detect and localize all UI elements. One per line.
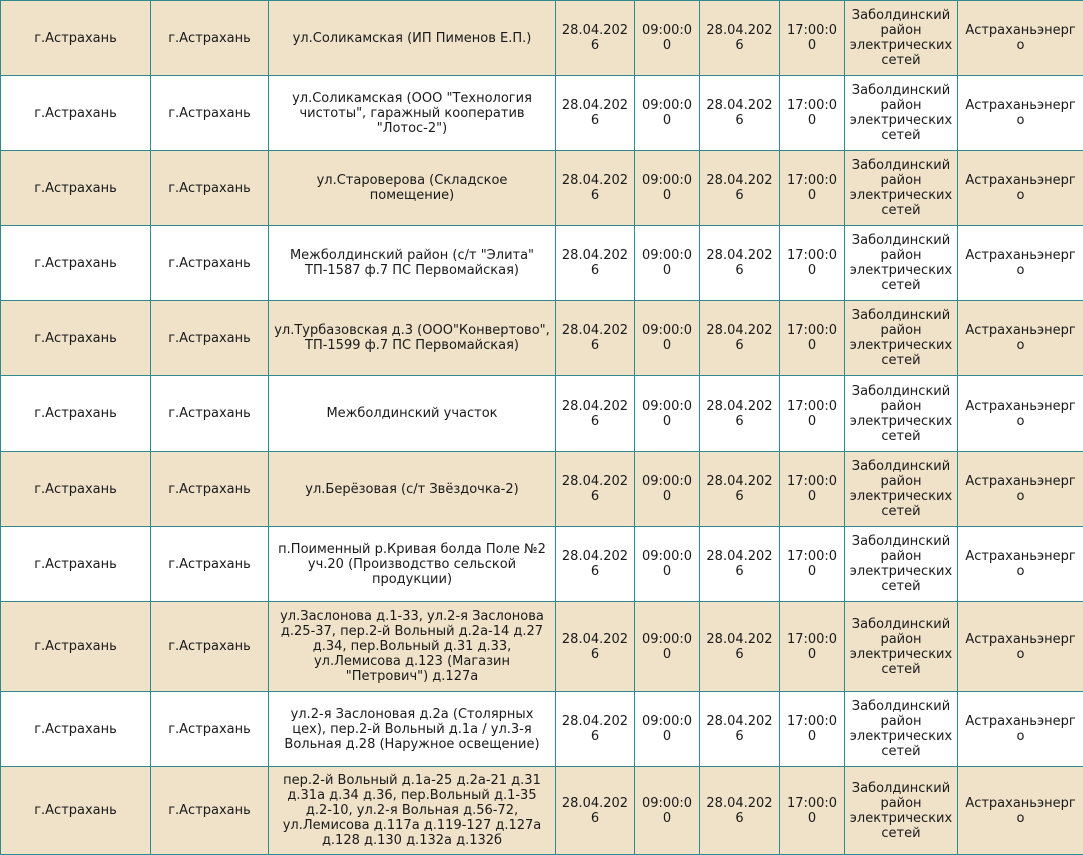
- start-date-cell: 28.04.2026: [556, 301, 635, 376]
- start-date-cell: 28.04.2026: [556, 527, 635, 602]
- start-date-cell: 28.04.2026: [556, 1, 635, 76]
- end-date-cell: 28.04.2026: [700, 151, 780, 226]
- region-cell: г.Астрахань: [1, 767, 151, 855]
- city-cell: г.Астрахань: [151, 767, 269, 855]
- address-cell: Межболдинский район (с/т "Элита" ТП-1587 ф.7 ПС Первомайская): [269, 226, 556, 301]
- end-time-cell: 17:00:00: [780, 151, 845, 226]
- start-time-cell: 09:00:00: [635, 452, 700, 527]
- company-cell: Астраханьэнерго: [958, 692, 1083, 767]
- district-cell: Заболдинский район электрических сетей: [845, 151, 958, 226]
- start-date-cell: 28.04.2026: [556, 151, 635, 226]
- end-date-cell: 28.04.2026: [700, 76, 780, 151]
- company-cell: Астраханьэнерго: [958, 767, 1083, 855]
- company-cell: Астраханьэнерго: [958, 527, 1083, 602]
- city-cell: г.Астрахань: [151, 151, 269, 226]
- district-cell: Заболдинский район электрических сетей: [845, 76, 958, 151]
- address-cell: Межболдинский участок: [269, 376, 556, 452]
- end-time-cell: 17:00:00: [780, 692, 845, 767]
- table-row: [1, 1, 1083, 76]
- company-cell: Астраханьэнерго: [958, 301, 1083, 376]
- address-cell: ул.Берёзовая (с/т Звёздочка-2): [269, 452, 556, 527]
- address-cell: ул.Староверова (Складское помещение): [269, 151, 556, 226]
- end-time-cell: 17:00:00: [780, 602, 845, 692]
- region-cell: г.Астрахань: [1, 301, 151, 376]
- start-date-cell: 28.04.2026: [556, 376, 635, 452]
- city-cell: г.Астрахань: [151, 602, 269, 692]
- district-cell: Заболдинский район электрических сетей: [845, 226, 958, 301]
- table-row: [1, 767, 1083, 855]
- start-date-cell: 28.04.2026: [556, 226, 635, 301]
- address-cell: ул.Турбазовская д.3 (ООО"Конвертово", ТП-1599 ф.7 ПС Первомайская): [269, 301, 556, 376]
- table-row: [1, 452, 1083, 527]
- end-time-cell: 17:00:00: [780, 527, 845, 602]
- end-time-cell: 17:00:00: [780, 1, 845, 76]
- start-date-cell: 28.04.2026: [556, 452, 635, 527]
- start-time-cell: 09:00:00: [635, 376, 700, 452]
- address-cell: ул.Заслонова д.1-33, ул.2-я Заслонова д.25-37, пер.2-й Вольный д.2а-14 д.27 д.34, пер.Вольный д.31 д.33, ул.Лемисова д.123 (Магазин "Петрович") д.127а: [269, 602, 556, 692]
- district-cell: Заболдинский район электрических сетей: [845, 1, 958, 76]
- company-cell: Астраханьэнерго: [958, 226, 1083, 301]
- table-row: [1, 602, 1083, 692]
- district-cell: Заболдинский район электрических сетей: [845, 376, 958, 452]
- end-time-cell: 17:00:00: [780, 301, 845, 376]
- region-cell: г.Астрахань: [1, 602, 151, 692]
- region-cell: г.Астрахань: [1, 226, 151, 301]
- table-body: [1, 1, 1083, 855]
- start-time-cell: 09:00:00: [635, 692, 700, 767]
- start-time-cell: 09:00:00: [635, 602, 700, 692]
- district-cell: Заболдинский район электрических сетей: [845, 452, 958, 527]
- end-date-cell: 28.04.2026: [700, 692, 780, 767]
- city-cell: г.Астрахань: [151, 452, 269, 527]
- table-row: [1, 692, 1083, 767]
- table-row: [1, 151, 1083, 226]
- district-cell: Заболдинский район электрических сетей: [845, 301, 958, 376]
- start-time-cell: 09:00:00: [635, 1, 700, 76]
- city-cell: г.Астрахань: [151, 226, 269, 301]
- end-date-cell: 28.04.2026: [700, 602, 780, 692]
- table-row: [1, 76, 1083, 151]
- district-cell: Заболдинский район электрических сетей: [845, 767, 958, 855]
- start-date-cell: 28.04.2026: [556, 76, 635, 151]
- start-date-cell: 28.04.2026: [556, 602, 635, 692]
- company-cell: Астраханьэнерго: [958, 602, 1083, 692]
- table-row: [1, 226, 1083, 301]
- table-row: [1, 527, 1083, 602]
- address-cell: ул.Соликамская (ООО "Технология чистоты", гаражный кооператив "Лотос-2"): [269, 76, 556, 151]
- end-time-cell: 17:00:00: [780, 76, 845, 151]
- district-cell: Заболдинский район электрических сетей: [845, 527, 958, 602]
- start-time-cell: 09:00:00: [635, 76, 700, 151]
- address-cell: ул.Соликамская (ИП Пименов Е.П.): [269, 1, 556, 76]
- region-cell: г.Астрахань: [1, 76, 151, 151]
- end-date-cell: 28.04.2026: [700, 1, 780, 76]
- region-cell: г.Астрахань: [1, 527, 151, 602]
- region-cell: г.Астрахань: [1, 692, 151, 767]
- end-time-cell: 17:00:00: [780, 226, 845, 301]
- start-date-cell: 28.04.2026: [556, 692, 635, 767]
- start-time-cell: 09:00:00: [635, 527, 700, 602]
- end-time-cell: 17:00:00: [780, 376, 845, 452]
- company-cell: Астраханьэнерго: [958, 76, 1083, 151]
- city-cell: г.Астрахань: [151, 376, 269, 452]
- end-date-cell: 28.04.2026: [700, 767, 780, 855]
- start-time-cell: 09:00:00: [635, 226, 700, 301]
- start-time-cell: 09:00:00: [635, 151, 700, 226]
- address-cell: п.Поименный р.Кривая болда Поле №2 уч.20 (Производство сельской продукции): [269, 527, 556, 602]
- end-date-cell: 28.04.2026: [700, 226, 780, 301]
- company-cell: Астраханьэнерго: [958, 376, 1083, 452]
- address-cell: пер.2-й Вольный д.1а-25 д.2а-21 д.31 д.31а д.34 д.36, пер.Вольный д.1-35 д.2-10, ул.2-я Вольная д.56-72, ул.Лемисова д.117а д.119-127 д.127а д.128 д.130 д.132а д.132б: [269, 767, 556, 855]
- district-cell: Заболдинский район электрических сетей: [845, 602, 958, 692]
- region-cell: г.Астрахань: [1, 151, 151, 226]
- end-date-cell: 28.04.2026: [700, 452, 780, 527]
- start-date-cell: 28.04.2026: [556, 767, 635, 855]
- start-time-cell: 09:00:00: [635, 301, 700, 376]
- city-cell: г.Астрахань: [151, 692, 269, 767]
- company-cell: Астраханьэнерго: [958, 1, 1083, 76]
- region-cell: г.Астрахань: [1, 376, 151, 452]
- city-cell: г.Астрахань: [151, 1, 269, 76]
- table-row: [1, 376, 1083, 452]
- end-date-cell: 28.04.2026: [700, 376, 780, 452]
- end-time-cell: 17:00:00: [780, 452, 845, 527]
- end-date-cell: 28.04.2026: [700, 527, 780, 602]
- company-cell: Астраханьэнерго: [958, 452, 1083, 527]
- city-cell: г.Астрахань: [151, 527, 269, 602]
- address-cell: ул.2-я Заслоновая д.2а (Столярных цех), пер.2-й Вольный д.1а / ул.3-я Вольная д.28 (Наружное освещение): [269, 692, 556, 767]
- company-cell: Астраханьэнерго: [958, 151, 1083, 226]
- end-time-cell: 17:00:00: [780, 767, 845, 855]
- table-row: [1, 301, 1083, 376]
- district-cell: Заболдинский район электрических сетей: [845, 692, 958, 767]
- region-cell: г.Астрахань: [1, 452, 151, 527]
- city-cell: г.Астрахань: [151, 301, 269, 376]
- region-cell: г.Астрахань: [1, 1, 151, 76]
- city-cell: г.Астрахань: [151, 76, 269, 151]
- end-date-cell: 28.04.2026: [700, 301, 780, 376]
- start-time-cell: 09:00:00: [635, 767, 700, 855]
